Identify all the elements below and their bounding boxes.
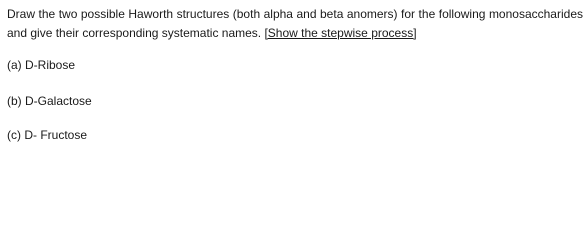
question-paragraph xyxy=(7,5,583,43)
show-stepwise-link[interactable]: [Show the stepwise process] xyxy=(264,26,417,40)
part-a-item: (a) D-Ribose xyxy=(7,58,76,72)
part-b-item: (b) D-Galactose xyxy=(7,94,92,108)
part-c-item: (c) D- Fructose xyxy=(7,128,88,142)
question-text: Draw the two possible Haworth structures (both alpha and beta anomers) for the following monosaccharides and give their corresponding systematic names. xyxy=(7,7,583,40)
